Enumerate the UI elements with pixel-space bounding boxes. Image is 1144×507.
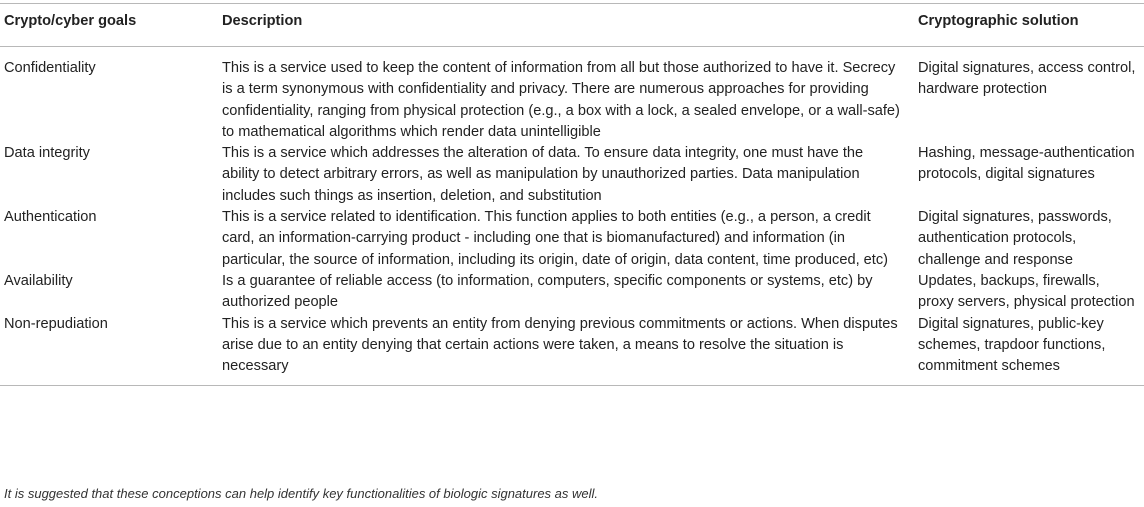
row-description: This is a service related to identification. This function applies to both entities (e.g., a person, a credit card, an information-carrying product - including one that is biomanufactured) and information (in particular, the source of information, including its origin, date of origin, data content, time produced, etc)	[222, 209, 889, 268]
row-description: This is a service which addresses the alteration of data. To ensure data integrity, one must have the ability to detect arbitrary errors, as well as manipulation by unauthorized parties. Data manipulation includes such things as insertion, deletion, and substitution	[222, 145, 864, 204]
table-body	[0, 47, 1144, 386]
table-row	[0, 271, 1144, 314]
header-solution: Cryptographic solution	[914, 4, 1144, 47]
row-goal: Confidentiality	[4, 60, 96, 76]
table-footnote: It is suggested that these conceptions can help identify key functionalities of biologic signatures as well.	[4, 486, 599, 501]
table-row	[0, 314, 1144, 386]
table-row	[0, 207, 1144, 271]
table-row	[0, 143, 1144, 207]
row-description: This is a service which prevents an entity from denying previous commitments or actions. When disputes arise due to an entity denying that certain actions were taken, a means to resolve the situation is necessary	[218, 314, 914, 386]
row-goal: Availability	[4, 272, 73, 289]
row-solution: Digital signatures, public-key schemes, trapdoor functions, commitment schemes	[914, 314, 1144, 386]
row-goal: Data integrity	[4, 145, 90, 162]
header-description: Description	[218, 4, 914, 47]
row-description: Is a guarantee of reliable access (to information, computers, specific components or systems, etc) by authorized people	[222, 272, 873, 311]
row-goal: Authentication	[4, 209, 97, 226]
header-row	[0, 4, 1144, 47]
header-goal: Crypto/cyber goals	[0, 4, 218, 47]
table-row	[0, 47, 1144, 144]
table-header	[0, 4, 1144, 47]
row-solution: Digital signatures, access control, hardware protection	[918, 60, 1136, 98]
row-solution: Hashing, message-authentication protocols, digital signatures	[918, 145, 1135, 183]
crypto-goals-table	[0, 3, 1144, 386]
row-solution: Updates, backups, firewalls, proxy servers, physical protection	[918, 272, 1135, 311]
row-solution: Digital signatures, passwords, authentication protocols, challenge and response	[918, 209, 1112, 268]
row-description: This is a service used to keep the content of information from all but those authorized to have it. Secrecy is a term synonymous with confidentiality and privacy. There are numerous approaches for providing confidentiality, ranging from physical protection (e.g., a box with a lock, a sealed envelope, or a wall-safe) to mathematical algorithms which render data unintelligible	[222, 60, 900, 140]
row-goal: Non-repudiation	[0, 314, 218, 386]
